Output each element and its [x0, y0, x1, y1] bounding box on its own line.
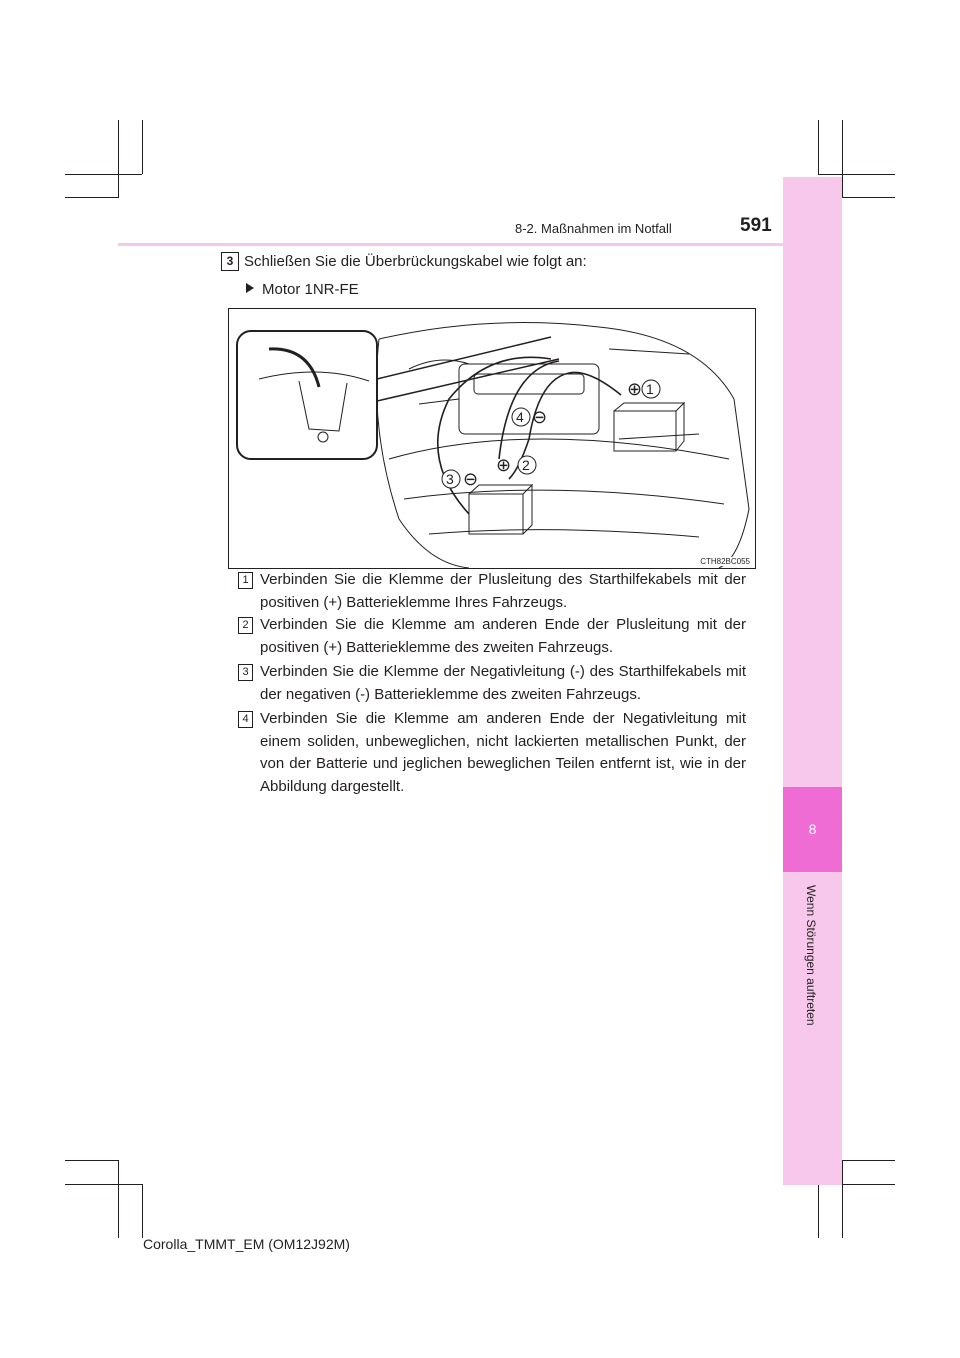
crop-mark	[142, 1184, 143, 1238]
crop-mark	[65, 1184, 142, 1185]
plus-sign: ⊕	[627, 379, 643, 399]
crop-mark	[818, 174, 895, 175]
jump-start-illustration	[228, 308, 756, 569]
step-number-box: 3	[221, 252, 239, 271]
inset-arrow	[269, 349, 319, 387]
crop-mark	[842, 197, 895, 198]
second-battery	[469, 494, 523, 534]
callout-1: 1	[646, 381, 654, 397]
callout-3: 3	[446, 471, 454, 487]
crop-mark	[65, 174, 142, 175]
item-number: 2	[238, 617, 253, 634]
plus-sign: ⊕	[496, 455, 512, 475]
engine-bay-drawing	[229, 309, 755, 568]
inset-detail	[259, 372, 369, 431]
chapter-number: 8	[783, 787, 842, 872]
item-number: 1	[238, 572, 253, 589]
vehicle-battery	[614, 403, 684, 451]
footer-doc-id: Corolla_TMMT_EM (OM12J92M)	[143, 1236, 350, 1252]
section-title: 8-2. Maßnahmen im Notfall	[515, 221, 672, 236]
ground-point	[318, 432, 328, 442]
engine-variant-label: Motor 1NR-FE	[262, 281, 359, 298]
minus-sign: ⊖	[463, 469, 479, 489]
arrow-icon	[246, 283, 254, 293]
item-text: Verbinden Sie die Klemme der Negativleitung (-) des Starthilfekabels mit der negativen (-) Batterieklemme des zweiten Fahrzeugs.	[260, 663, 746, 703]
minus-sign: ⊖	[532, 407, 548, 427]
item-text: Verbinden Sie die Klemme am anderen Ende der Plusleitung mit der positiven (+) Batterieklemme des zweiten Fahrzeugs.	[260, 616, 746, 656]
car-outline	[377, 339, 470, 568]
figure-code: CTH82BC055	[700, 557, 750, 566]
crop-mark	[118, 120, 119, 198]
positive-cable	[499, 361, 559, 459]
car-outline	[379, 323, 749, 568]
item-text: Verbinden Sie die Klemme am anderen Ende der Negativleitung mit einem soliden, unbeweglichen, nicht lackierten metallischen Punkt, der von der Batterie und jeglichen beweglichen Teilen entfernt ist, wie in der Abbildung dargestellt.	[260, 710, 746, 795]
inset-pointer	[377, 337, 559, 401]
callout-4: 4	[516, 409, 524, 425]
page-number: 591	[740, 215, 772, 236]
crop-mark	[65, 1160, 119, 1161]
crop-mark	[142, 120, 143, 174]
step-text: Schließen Sie die Überbrückungskabel wie folgt an:	[244, 253, 587, 270]
crop-mark	[118, 1160, 119, 1238]
chapter-side-tab	[783, 177, 842, 1185]
inset-frame	[237, 331, 377, 459]
item-number: 3	[238, 664, 253, 681]
callout-2: 2	[522, 457, 530, 473]
engine-variant	[246, 281, 359, 298]
item-text: Verbinden Sie die Klemme der Plusleitung des Starthilfekabels mit der positiven (+) Batterieklemme Ihres Fahrzeugs.	[260, 571, 746, 611]
crop-mark	[842, 1160, 895, 1161]
chapter-title: Wenn Störungen auftreten	[804, 885, 818, 1026]
crop-mark	[65, 197, 119, 198]
item-number: 4	[238, 711, 253, 728]
crop-mark	[818, 1184, 819, 1238]
crop-mark	[842, 1160, 843, 1238]
crop-mark	[842, 120, 843, 198]
header-rule	[118, 243, 842, 246]
crop-mark	[818, 120, 819, 174]
